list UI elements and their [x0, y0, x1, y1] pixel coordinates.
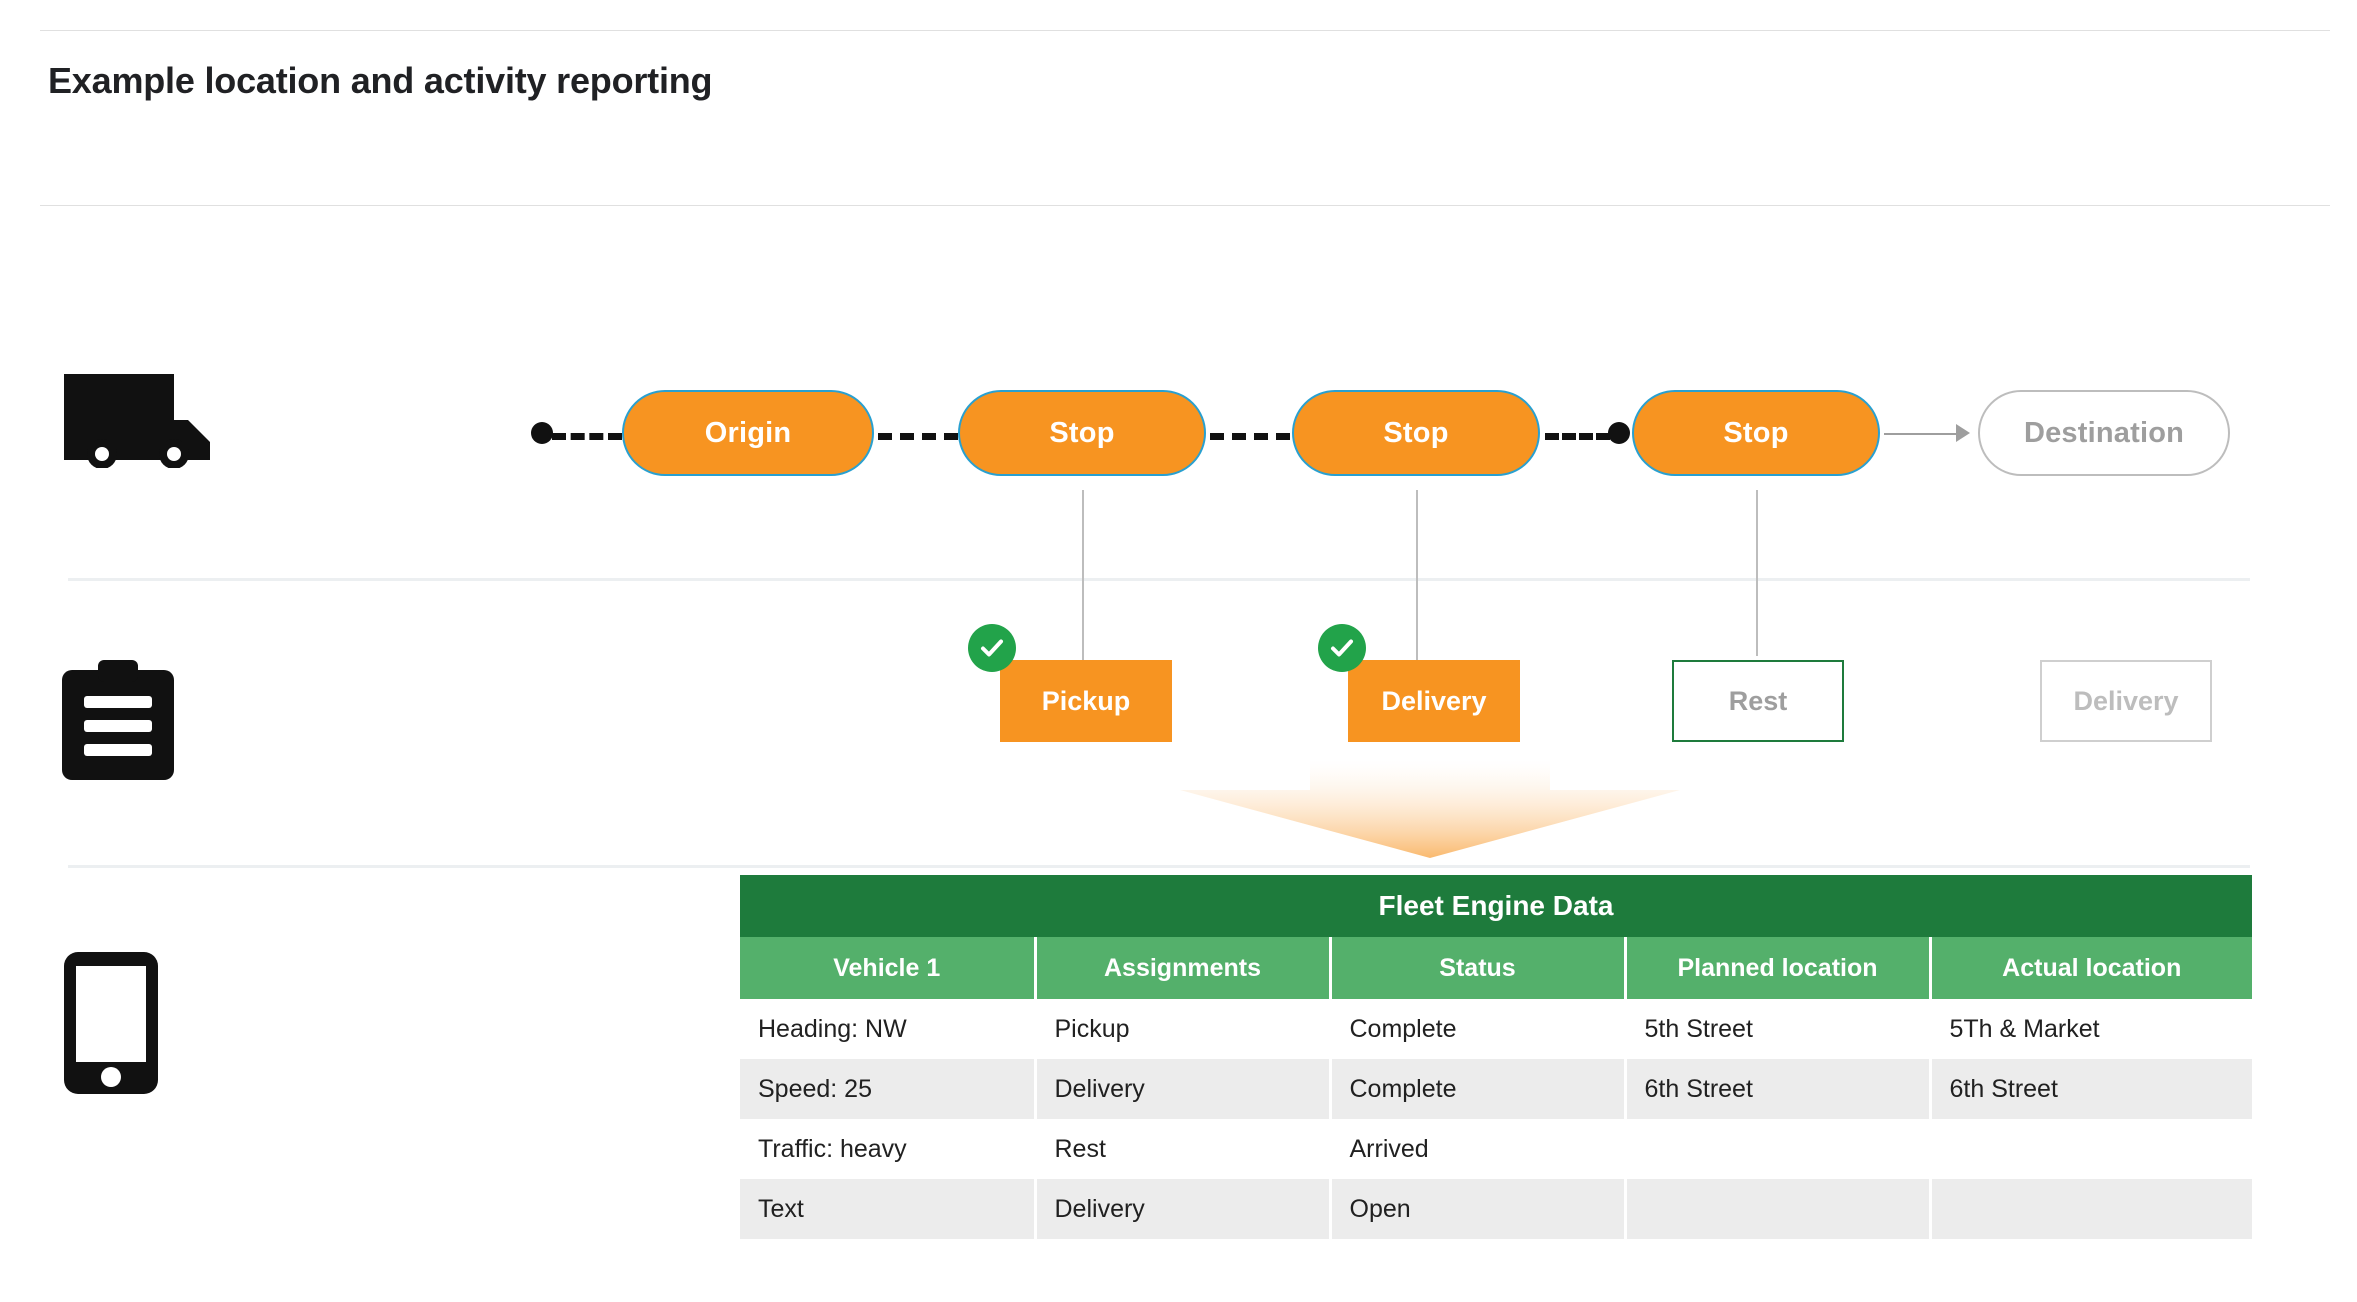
row-divider-2 [68, 865, 2250, 868]
column-header-planned-location[interactable]: Planned location [1625, 937, 1930, 999]
connector-stop-2 [1416, 490, 1418, 666]
route-dash-3 [1545, 433, 1610, 440]
cell-assignment: Delivery [1035, 1179, 1330, 1239]
flow-arrow-down-icon [1170, 760, 1690, 860]
cell-vehicle: Speed: 25 [740, 1059, 1035, 1119]
activity-label: Pickup [1041, 685, 1131, 716]
route-node-stop-1[interactable] [958, 390, 1206, 476]
column-header-assignments[interactable]: Assignments [1035, 937, 1330, 999]
cell-assignment: Delivery [1035, 1059, 1330, 1119]
cell-actual-location: 5Th & Market [1930, 999, 2252, 1059]
activity-delivery-open[interactable] [2040, 660, 2212, 742]
route-node-destination[interactable] [1978, 390, 2230, 476]
route-timeline [0, 380, 2357, 490]
route-mid-dot [1608, 422, 1630, 444]
activity-label: Rest [1728, 685, 1788, 716]
table-title: Fleet Engine Data [740, 875, 2252, 937]
route-start-dot [531, 422, 553, 444]
table-row [740, 1119, 2252, 1179]
cell-status: Complete [1330, 999, 1625, 1059]
connector-stop-3 [1756, 490, 1758, 656]
route-node-label: Stop [1049, 416, 1115, 449]
table-row [740, 999, 2252, 1059]
cell-planned-location [1625, 1119, 1930, 1179]
activity-label: Delivery [2073, 685, 2179, 716]
cell-status: Arrived [1330, 1119, 1625, 1179]
route-arrow-head [1956, 424, 1970, 442]
check-circle-icon-pickup [968, 624, 1016, 672]
cell-status: Complete [1330, 1059, 1625, 1119]
row-divider-1 [68, 578, 2250, 581]
route-node-label: Origin [704, 416, 792, 449]
page-title: Example location and activity reporting [48, 60, 713, 101]
route-arrow-line [1884, 433, 1958, 435]
cell-vehicle: Text [740, 1179, 1035, 1239]
activity-pickup[interactable] [1000, 660, 1172, 742]
cell-vehicle: Heading: NW [740, 999, 1035, 1059]
cell-vehicle: Traffic: heavy [740, 1119, 1035, 1179]
activity-label: Delivery [1381, 685, 1487, 716]
cell-assignment: Pickup [1035, 999, 1330, 1059]
route-dash-2 [1210, 433, 1290, 440]
route-node-origin[interactable] [622, 390, 874, 476]
column-header-actual-location[interactable]: Actual location [1930, 937, 2252, 999]
activity-rest[interactable] [1672, 660, 1844, 742]
mobile-phone-icon [60, 950, 162, 1101]
route-dash-0 [552, 433, 622, 440]
route-node-label: Stop [1723, 416, 1789, 449]
column-header-vehicle[interactable]: Vehicle 1 [740, 937, 1035, 999]
cell-actual-location [1930, 1119, 2252, 1179]
column-header-status[interactable]: Status [1330, 937, 1625, 999]
activity-delivery-complete[interactable] [1348, 660, 1520, 742]
cell-planned-location: 5th Street [1625, 999, 1930, 1059]
cell-actual-location [1930, 1179, 2252, 1239]
check-circle-icon-delivery [1318, 624, 1366, 672]
header-divider [40, 205, 2330, 206]
clipboard-icon [60, 660, 176, 787]
route-node-label: Destination [2023, 416, 2185, 449]
route-dash-1 [878, 433, 958, 440]
table-header-row [740, 937, 2252, 999]
route-node-label: Stop [1383, 416, 1449, 449]
fleet-engine-data-table [740, 875, 2252, 1239]
cell-assignment: Rest [1035, 1119, 1330, 1179]
cell-planned-location [1625, 1179, 1930, 1239]
route-node-stop-3[interactable] [1632, 390, 1880, 476]
cell-planned-location: 6th Street [1625, 1059, 1930, 1119]
route-node-stop-2[interactable] [1292, 390, 1540, 476]
table-row [740, 1179, 2252, 1239]
top-divider [40, 30, 2330, 31]
table-row [740, 1059, 2252, 1119]
connector-stop-1 [1082, 490, 1084, 666]
cell-actual-location: 6th Street [1930, 1059, 2252, 1119]
cell-status: Open [1330, 1179, 1625, 1239]
